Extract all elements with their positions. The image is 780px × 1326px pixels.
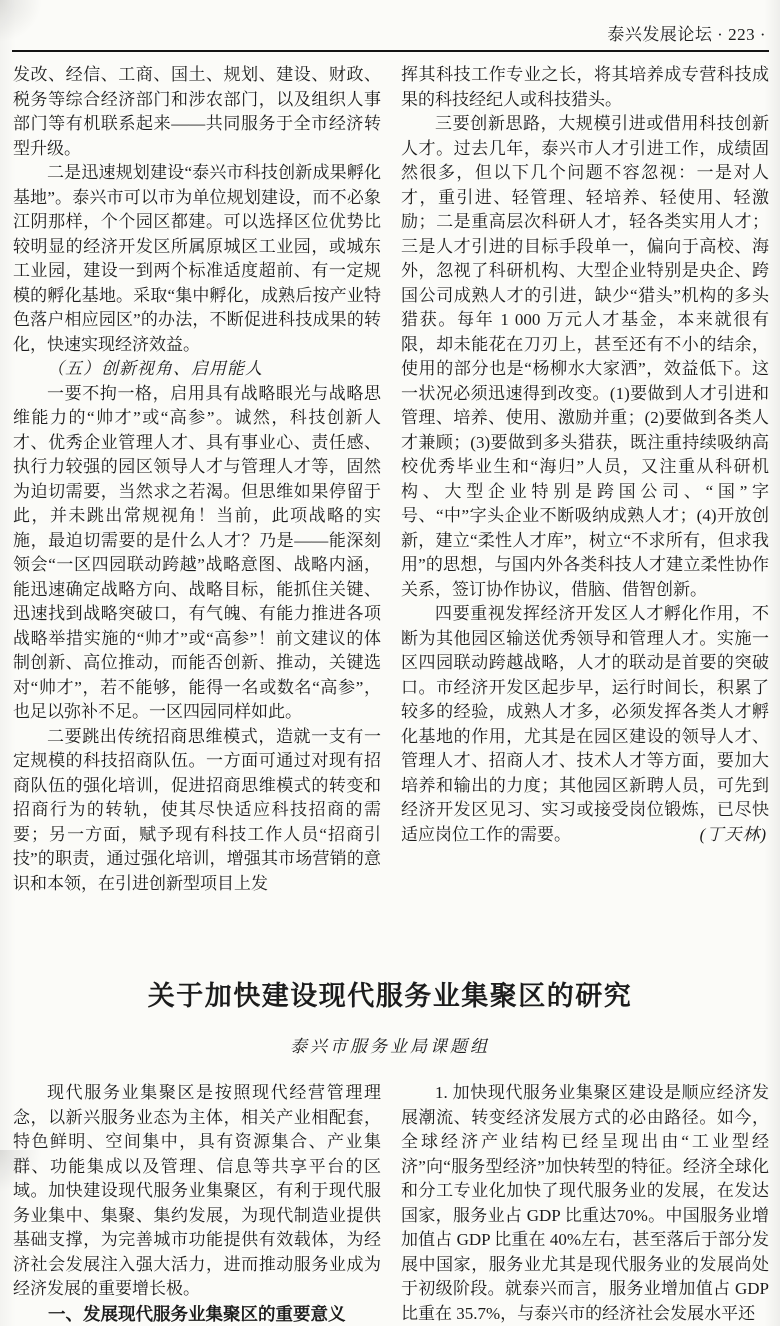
running-head <box>0 0 780 50</box>
article1-left-column <box>13 63 381 896</box>
paragraph: 二是迅速规划建设“泰兴市科技创新成果孵化基地”。泰兴市可以市为单位规划建设，而不必象江阴那样，个个园区都建。可以选择区位优势比较明显的经济开发区所属原城区工业园，或城东工业园，建设一到两个标准适度超前、有一定规模的孵化基地。采取“集中孵化，成熟后按产业特色落户相应园区”的办法，不断促进科技成果的转化，快速实现经济效益。 <box>13 161 381 357</box>
header-rule <box>12 50 769 52</box>
author-signature: (丁天林) <box>401 823 769 848</box>
section-heading: 一、发展现代服务业集聚区的重要意义 <box>13 1302 381 1326</box>
paragraph: 现代服务业集聚区是按照现代经营管理理念，以新兴服务业态为主体，相关产业相配套，特色鲜明、空间集中，具有资源集合、产业集群、功能集成以及管理、信息等共享平台的区域。加快建设现代服务业集聚区，有利于现代服务业集中、集聚、集约发展，为现代制造业提供基础支撑，为完善城市功能提供有效载体，为经济社会发展注入强大活力，进而推动服务业成为经济发展的重要增长极。 <box>13 1081 381 1302</box>
article2-title-block <box>0 974 780 1057</box>
page-number: · 223 · <box>712 25 766 44</box>
article2-right-column <box>401 1081 769 1326</box>
article-author: 泰兴市服务业局课题组 <box>0 1032 780 1057</box>
paragraph: 三要创新思路，大规模引进或借用科技创新人才。过去几年，泰兴市人才引进工作，成绩固然很多，但以下几个问题不容忽视：一是对人才，重引进、轻管理、轻培养、轻使用、轻激励；二是重高层次科研人才，轻各类实用人才；三是人才引进的目标手段单一，偏向于高校、海外，忽视了科研机构、大型企业特别是央企、跨国公司成熟人才的引进，缺少“猎头”机构的多头猎获。每年 1 000 万元人才基金，本来就很有限，却未能花在刀刃上，甚至还有不小的结余，使用的部分也是“杨柳水大家洒”，效益低下。这一状况必须迅速得到改变。(1)要做到人才引进和管理、培养、使用、激励并重；(2)要做到各类人才兼顾；(3)要做到多头猎获，既注重持续吸纳高校优秀毕业生和“海归”人员，又注重从科研机构、大型企业特别是跨国公司、“国”字号、“中”字头企业不断吸纳成熟人才；(4)开放创新，建立“柔性人才库”，树立“不求所有，但求我用”的思想，与国内外各类科技人才建立柔性协作关系，签订协作协议，借脑、借智创新。 <box>401 112 769 602</box>
journal-name: 泰兴发展论坛 <box>607 25 712 44</box>
paragraph: 二要跳出传统招商思维模式，造就一支有一定规模的科技招商队伍。一方面可通过对现有招商队伍的强化培训，促进招商思维模式的转变和招商行为的转轨，使其尽快适应科技招商的需要；另一方面，赋予现有科技工作人员“招商引技”的职责，通过强化培训，增强其市场营销的意识和本领，在引进创新型项目上发 <box>13 725 381 897</box>
article1-right-column <box>401 63 769 896</box>
article-title: 关于加快建设现代服务业集聚区的研究 <box>0 974 780 1013</box>
paragraph: 发改、经信、工商、国土、规划、建设、财政、税务等综合经济部门和涉农部门，以及组织人事部门等有机联系起来——共同服务于全市经济转型升级。 <box>13 63 381 161</box>
article2-left-column <box>13 1081 381 1326</box>
article2-body <box>0 1081 780 1326</box>
paragraph: 挥其科技工作专业之长，将其培养成专营科技成果的科技经纪人或科技猎头。 <box>401 63 769 112</box>
paragraph: 四要重视发挥经济开发区人才孵化作用，不断为其他园区输送优秀领导和管理人才。实施一区四园联动跨越战略，人才的联动是首要的突破口。市经济开发区起步早，运行时间长，积累了较多的经验，成熟人才多，必须发挥各类人才孵化基地的作用，尤其是在园区建设的领导人才、管理人才、招商人才、技术人才等方面，要加大培养和输出的力度；其他园区新聘人员，可先到经济开发区见习、实习或接受岗位锻炼，已尽快适应岗位工作的需要。 <box>401 602 769 847</box>
article1-body <box>0 63 780 896</box>
section-subheading: （五）创新视角、启用能人 <box>13 357 381 382</box>
paragraph: 1. 加快现代服务业集聚区建设是顺应经济发展潮流、转变经济发展方式的必由路径。如今，全球经济产业结构已经呈现出由“工业型经济”向“服务型经济”加快转型的特征。经济全球化和分工专业化加快了现代服务业的发展，在发达国家，服务业占 GDP 比重达70%。中国服务业增加值占 GDP 比重在 40%左右，甚至落后于部分发展中国家，服务业尤其是现代服务业的发展尚处于初级阶段。就泰兴而言，服务业增加值占 GDP 比重在 35.7%，与泰兴市的经济社会发展水平还 <box>401 1081 769 1326</box>
paragraph: 一要不拘一格，启用具有战略眼光与战略思维能力的“帅才”或“高参”。诚然，科技创新人才、优秀企业管理人才、具有事业心、责任感、执行力较强的园区领导人才与管理人才等，固然为迫切需要，当然求之若渴。但思维如果停留于此，并未跳出常规视角！当前，此项战略的实施，最迫切需要的是什么人才？乃是——能深刻领会“一区四园联动跨越”战略意图、战略内涵，能迅速确定战略方向、战略目标，能抓住关键、迅速找到战略突破口，有气魄、有能力推进各项战略举措实施的“帅才”或“高参”！前文建议的体制创新、高位推动，而能否创新、推动，关键选对“帅才”，若不能够，能得一名或数名“高参”，也足以弥补不足。一区四园同样如此。 <box>13 382 381 725</box>
